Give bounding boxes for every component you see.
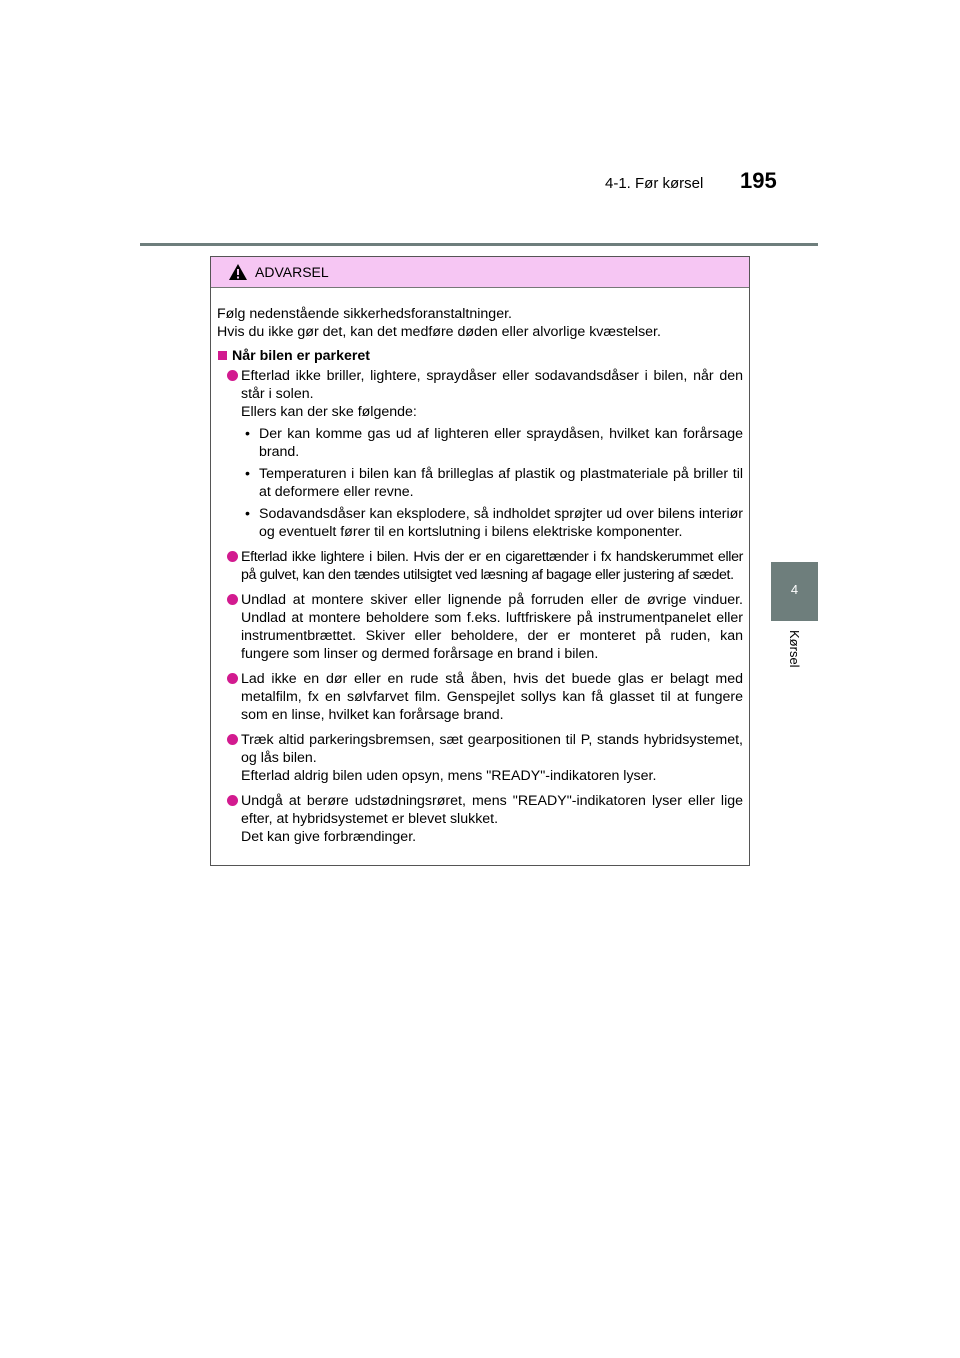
section-heading: 4-1. Før kørsel [605, 175, 704, 192]
intro-line: Hvis du ikke gør det, kan det medføre døden eller alvorlige kvæstelser. [217, 324, 661, 340]
bullet-dot-icon [227, 551, 238, 562]
bullet-dot-icon [227, 734, 238, 745]
bullet-item [217, 792, 743, 846]
sub-marker: • [245, 426, 250, 442]
bullet-dot-icon [227, 594, 238, 605]
bullet-dot-icon [227, 370, 238, 381]
sub-item: • Sodavandsdåser kan eksplodere, så indholdet sprøjter ud over bilens interiør og eventuelt fører til en kortslutning i bilens elektriske komponenter. [245, 506, 743, 540]
intro-line: Følg nedenstående sikkerhedsforanstaltninger. [217, 306, 512, 322]
bullet-text: Undgå at berøre udstødningsrøret, mens "READY"-indikatoren lyser eller lige efter, at hybridsystemet er blevet slukket. [241, 793, 743, 827]
bullet-item [217, 548, 743, 584]
page-number: 195 [740, 168, 777, 193]
sub-item: • Temperaturen i bilen kan få brilleglas af plastik og plastmateriale på briller til at deformere eller revne. [245, 466, 743, 500]
warning-intro [217, 305, 743, 341]
bullet-dot-icon [227, 795, 238, 806]
bullet-text: Træk altid parkeringsbremsen, sæt gearpositionen til P, stands hybridsystemet, og lås bilen. [241, 732, 743, 766]
header-rule [140, 243, 818, 246]
bullet-item [217, 591, 743, 663]
sub-marker: • [245, 506, 250, 522]
sub-marker: • [245, 466, 250, 482]
chapter-tab [771, 562, 818, 621]
sub-item: • Der kan komme gas ud af lighteren eller spraydåsen, hvilket kan forårsage brand. [245, 426, 743, 460]
bullet-text: Undlad at montere skiver eller lignende på forruden eller de øvrige vinduer. Undlad at montere beholdere som f.eks. luftfriskere på instrumentpanelet eller instrumentbrættet. Skiver eller beholdere, der er monteret på ruden, kan fungere som linser og dermed forårsage en brand i bilen. [241, 592, 743, 662]
chapter-label: Kørsel [787, 630, 802, 668]
bullet-text: Efterlad aldrig bilen uden opsyn, mens "READY"-indikatoren lyser. [241, 768, 657, 784]
bullet-text: Efterlad ikke lightere i bilen. Hvis der er en cigarettænder i fx handskerummet eller på gulvet, kan den tændes utilsigtet ved læsning af bagage eller justering af sædet. [241, 549, 743, 583]
square-bullet-icon [218, 351, 227, 360]
chapter-number: 4 [790, 582, 799, 597]
warning-box [210, 256, 750, 866]
warning-header [211, 257, 749, 288]
warning-title: ADVARSEL [255, 264, 329, 280]
bullet-item [217, 670, 743, 724]
section-title: Når bilen er parkeret [217, 347, 743, 365]
warning-triangle-icon [228, 263, 248, 281]
bullet-item [217, 367, 743, 541]
bullet-text: Det kan give forbrændinger. [241, 829, 417, 845]
bullet-item [217, 731, 743, 785]
bullet-dot-icon [227, 673, 238, 684]
bullet-text: Lad ikke en dør eller en rude stå åben, hvis det buede glas er belagt med metalfilm, fx en sølvfarvet film. Genspejlet sollys kan få glasset til at fungere som en linse, hvilket kan forårsage brand. [241, 671, 743, 723]
warning-body [211, 288, 749, 846]
bullet-text: Efterlad ikke briller, lightere, spraydåser eller sodavandsdåser i bilen, når den står i solen. [241, 368, 743, 402]
bullet-text: Ellers kan der ske følgende: [241, 404, 417, 420]
